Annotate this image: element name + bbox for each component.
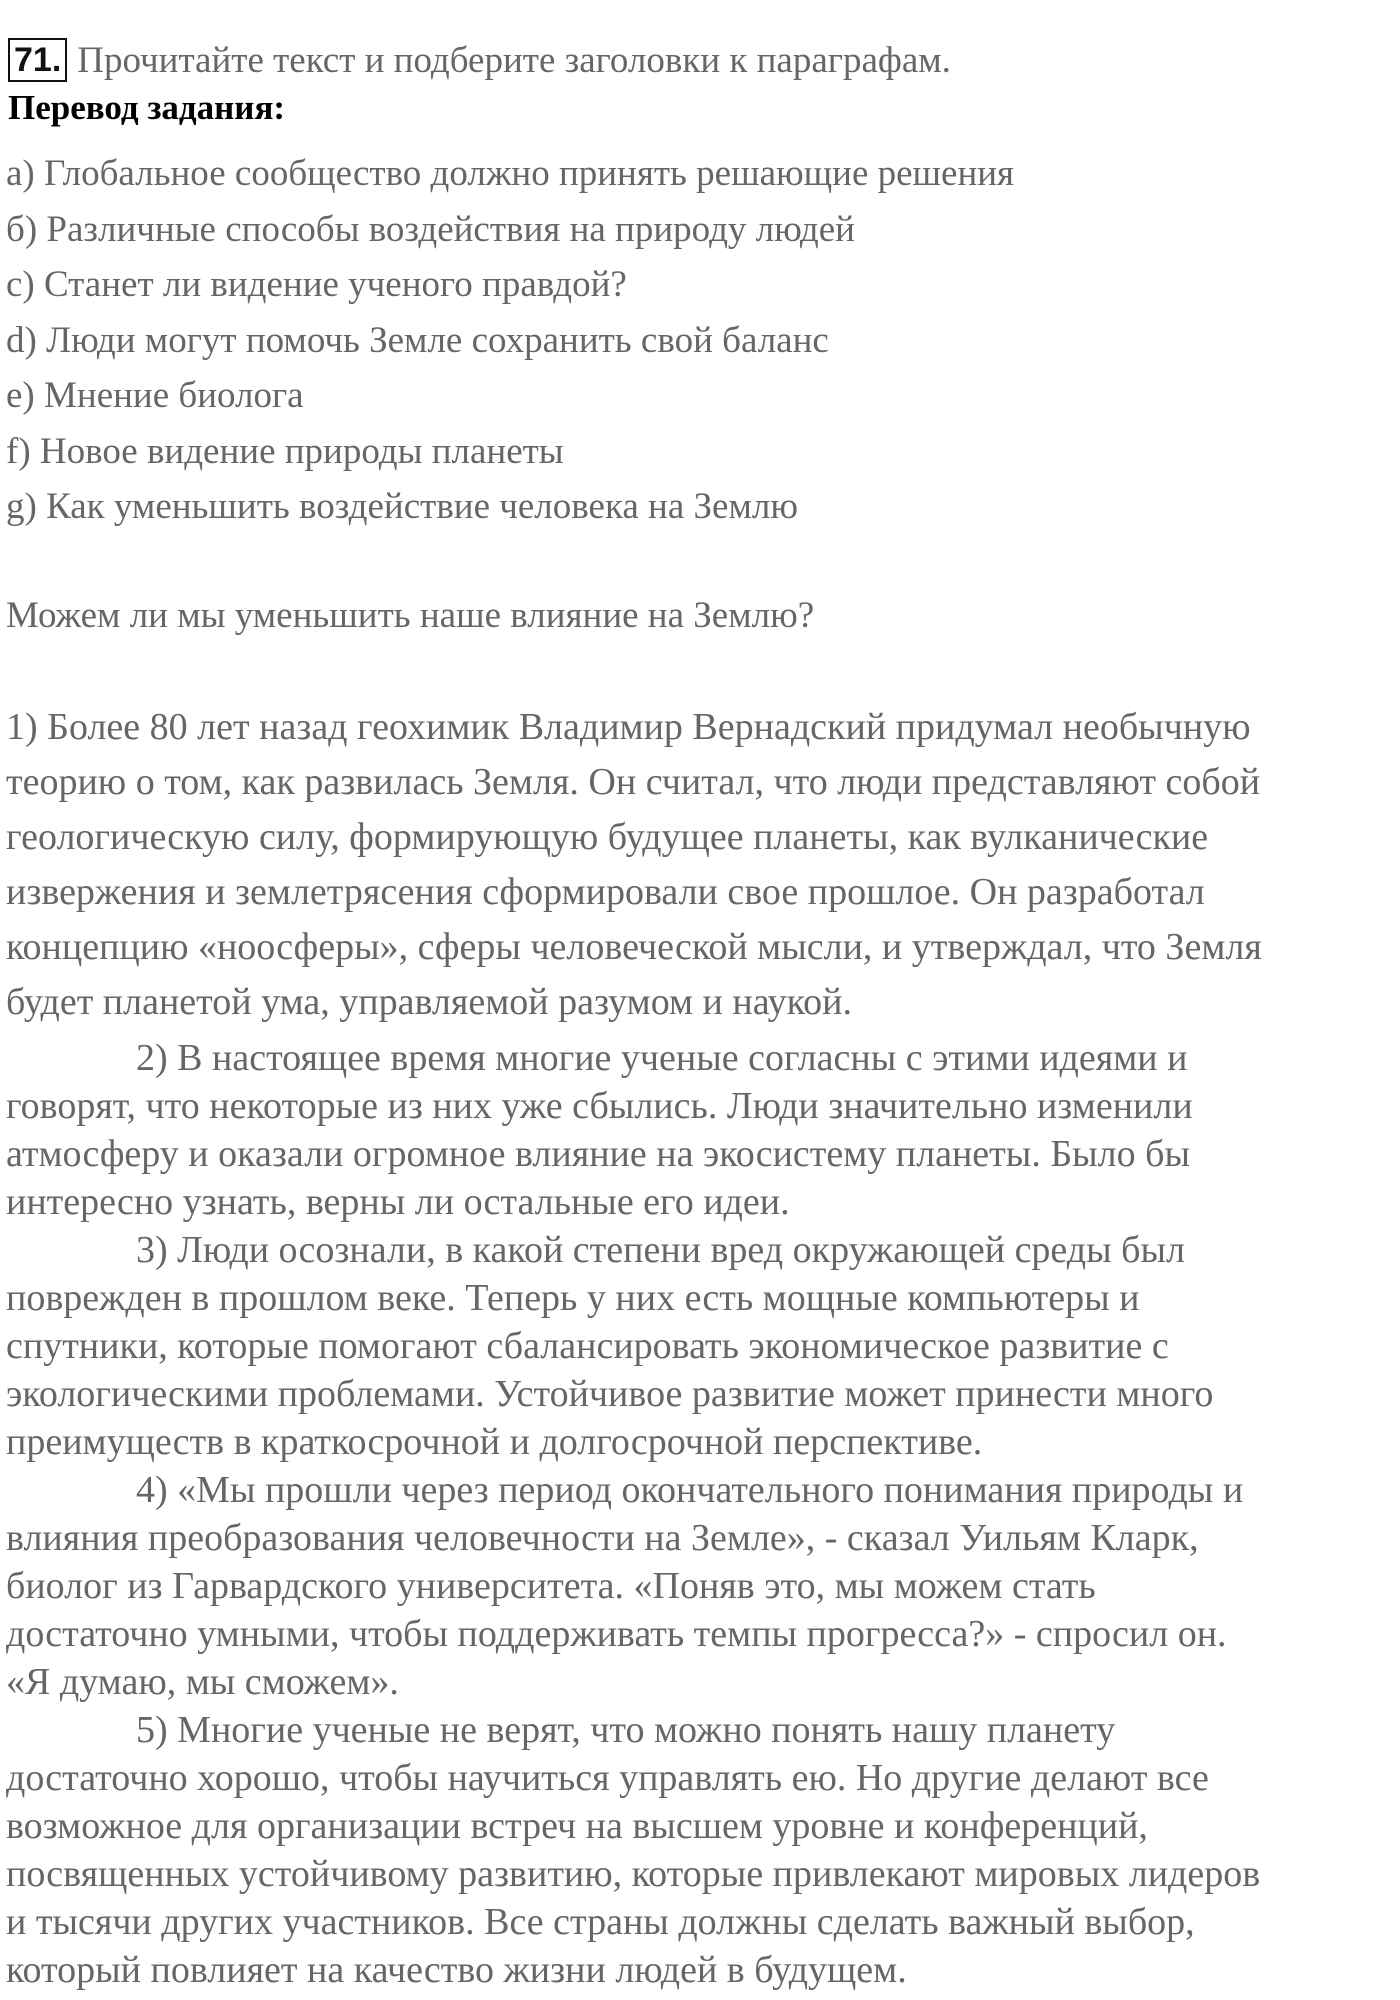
- paragraph-4-line: биолог из Гарвардского университета. «Поняв это, мы можем стать: [6, 1565, 1096, 1607]
- option-c: c) Станет ли видение ученого правдой?: [6, 264, 627, 305]
- paragraph-5-line: и тысячи других участников. Все страны должны сделать важный выбор,: [6, 1901, 1195, 1943]
- task-header: [8, 38, 951, 84]
- paragraph-5-line: возможное для организации встреч на высшем уровне и конференций,: [6, 1805, 1148, 1847]
- option-e: e) Мнение биолога: [6, 375, 304, 416]
- paragraph-1-line: концепцию «ноосферы», сферы человеческой мысли, и утверждал, что Земля: [6, 926, 1262, 968]
- heading-options-list: [6, 146, 1386, 535]
- paragraph-3-line: поврежден в прошлом веке. Теперь у них есть мощные компьютеры и: [6, 1277, 1140, 1319]
- paragraph-1-line: будет планетой ума, управляемой разумом и наукой.: [6, 981, 853, 1023]
- option-a: a) Глобальное сообщество должно принять решающие решения: [6, 153, 1015, 194]
- paragraph-4-line: 4) «Мы прошли через период окончательного понимания природы и: [136, 1469, 1244, 1511]
- text-title: Можем ли мы уменьшить наше влияние на Землю?: [6, 595, 815, 636]
- paragraph-4-line: достаточно умными, чтобы поддерживать темпы прогресса?» - спросил он.: [6, 1613, 1227, 1655]
- paragraph-5-line: посвященных устойчивому развитию, которые привлекают мировых лидеров: [6, 1853, 1261, 1895]
- paragraph-1-line: извержения и землетрясения сформировали свое прошлое. Он разработал: [6, 871, 1205, 913]
- paragraph-3-line: 3) Люди осознали, в какой степени вред окружающей среды был: [136, 1229, 1185, 1271]
- option-g: g) Как уменьшить воздействие человека на Землю: [6, 486, 798, 527]
- paragraph-5-line: достаточно хорошо, чтобы научиться управлять ею. Но другие делают все: [6, 1757, 1209, 1799]
- paragraph-2-line: атмосферу и оказали огромное влияние на экосистему планеты. Было бы: [6, 1133, 1190, 1175]
- paragraph-1: [6, 700, 1398, 1030]
- paragraph-2-line: говорят, что некоторые из них уже сбылись. Люди значительно изменили: [6, 1085, 1193, 1127]
- task-number-box: 71.: [8, 38, 67, 82]
- task-instruction: Прочитайте текст и подберите заголовки к параграфам.: [77, 40, 951, 81]
- paragraph-4-line: влияния преобразования человечности на Земле», - сказал Уильям Кларк,: [6, 1517, 1199, 1559]
- paragraphs-2-to-5: [6, 1034, 1398, 1994]
- paragraph-4-line: «Я думаю, мы сможем».: [6, 1661, 399, 1703]
- paragraph-5-line: который повлияет на качество жизни людей в будущем.: [6, 1949, 907, 1991]
- option-d: d) Люди могут помочь Земле сохранить свой баланс: [6, 319, 829, 361]
- paragraph-3-line: преимуществ в краткосрочной и долгосрочной перспективе.: [6, 1421, 983, 1463]
- paragraph-1-line: 1) Более 80 лет назад геохимик Владимир Вернадский придумал необычную: [6, 706, 1251, 748]
- paragraph-2-line: интересно узнать, верны ли остальные его идеи.: [6, 1181, 790, 1223]
- paragraph-1-line: теорию о том, как развилась Земля. Он считал, что люди представляют собой: [6, 761, 1261, 803]
- paragraph-1-line: геологическую силу, формирующую будущее планеты, как вулканические: [6, 816, 1209, 858]
- paragraph-3-line: спутники, которые помогают сбалансировать экономическое развитие с: [6, 1325, 1169, 1367]
- option-f: f) Новое видение природы планеты: [6, 430, 564, 472]
- paragraph-2-line: 2) В настоящее время многие ученые согласны с этими идеями и: [136, 1037, 1188, 1079]
- paragraph-3-line: экологическими проблемами. Устойчивое развитие может принести много: [6, 1373, 1214, 1415]
- option-b: б) Различные способы воздействия на природу людей: [6, 208, 855, 250]
- paragraph-5-line: 5) Многие ученые не верят, что можно понять нашу планету: [136, 1709, 1116, 1751]
- translation-heading: Перевод задания:: [8, 88, 286, 127]
